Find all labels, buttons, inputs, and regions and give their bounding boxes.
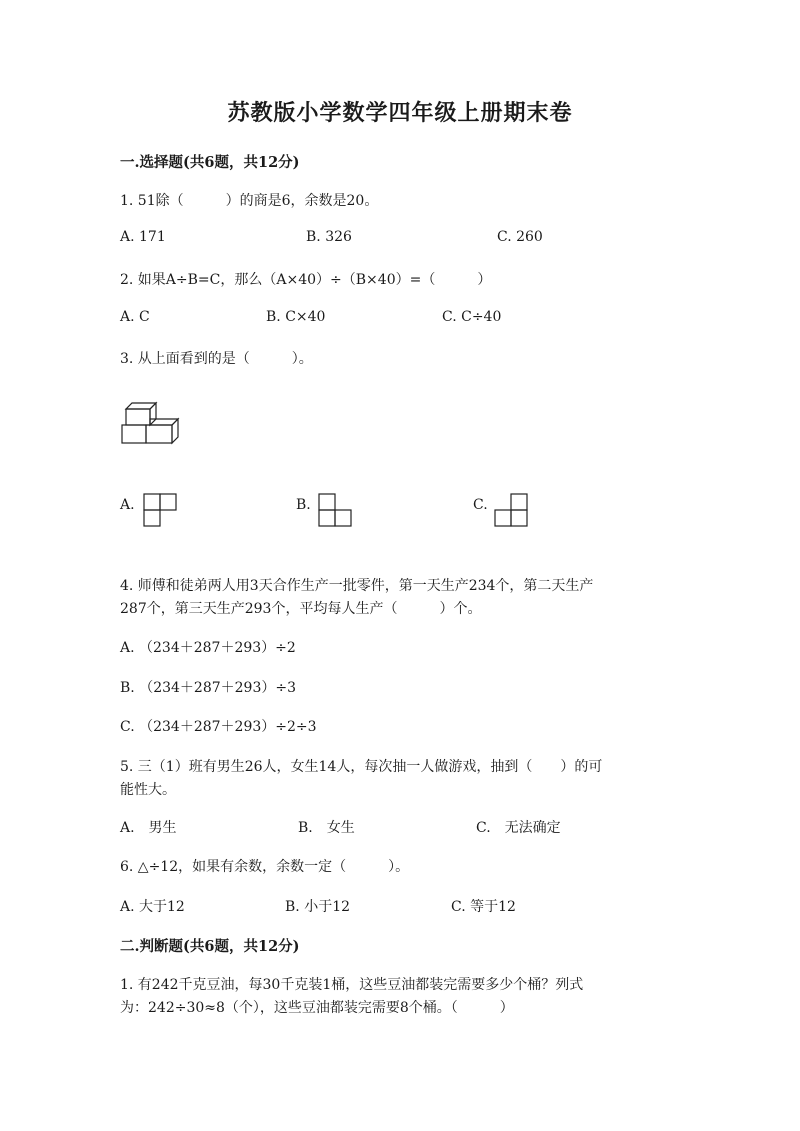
question-4-option-c: C. （234＋287＋293）÷2÷3 [120,719,317,735]
question-1-stem: 1. 51除（ ）的商是6，余数是20。 [120,193,379,209]
question-6-option-c: C. 等于12 [451,899,516,915]
section-heading-choice: 一.选择题(共6题，共12分) [120,154,300,171]
question-6-option-a: A. 大于12 [120,899,185,915]
judgement-1-stem-line-1: 1. 有242千克豆油，每30千克装1桶，这些豆油都装完需要多少个桶？列式 [120,977,584,993]
question-5-option-a: A. 男生 [120,820,177,836]
question-3-option-a: A. [120,497,135,513]
question-4-stem-line-2: 287个，第三天生产293个，平均每人生产（ ）个。 [120,601,482,617]
question-5-option-b: B. 女生 [298,820,355,836]
question-4-stem-line-1: 4. 师傅和徒弟两人用3天合作生产一批零件，第一天生产234个，第二天生产 [120,578,594,594]
question-2-option-b: B. C×40 [266,309,326,325]
option-c-view-icon [494,493,528,527]
question-2-option-a: A. C [120,309,150,325]
option-b-view-icon [318,493,352,527]
judgement-1-stem-line-2: 为：242÷30≈8（个），这些豆油都装完需要8个桶。（ ） [120,1000,514,1016]
question-1-option-c: C. 260 [497,229,543,245]
question-5-stem-line-2: 能性大。 [120,782,176,798]
question-3-option-b: B. [296,497,311,513]
page-title: 苏教版小学数学四年级上册期末卷 [227,100,573,126]
question-2-option-c: C. C÷40 [442,309,502,325]
question-5-stem-line-1: 5. 三（1）班有男生26人，女生14人，每次抽一人做游戏，抽到（ ）的可 [120,759,603,775]
question-6-stem: 6. △÷12，如果有余数，余数一定（ ）。 [120,859,410,875]
question-5-option-c: C. 无法确定 [476,820,561,836]
question-4-option-a: A. （234＋287＋293）÷2 [120,640,296,656]
section-heading-judgement: 二.判断题(共6题，共12分) [120,938,300,955]
question-6-option-b: B. 小于12 [285,899,351,915]
cube-stack-figure [120,400,182,446]
question-4-option-b: B. （234＋287＋293）÷3 [120,680,296,696]
question-3-stem: 3. 从上面看到的是（ ）。 [120,351,313,367]
option-a-view-icon [143,493,177,527]
question-2-stem: 2. 如果A÷B=C，那么（A×40）÷（B×40）=（ ） [120,272,492,288]
question-1-option-b: B. 326 [306,229,352,245]
question-1-option-a: A. 171 [120,229,166,245]
question-3-option-c: C. [473,497,488,513]
